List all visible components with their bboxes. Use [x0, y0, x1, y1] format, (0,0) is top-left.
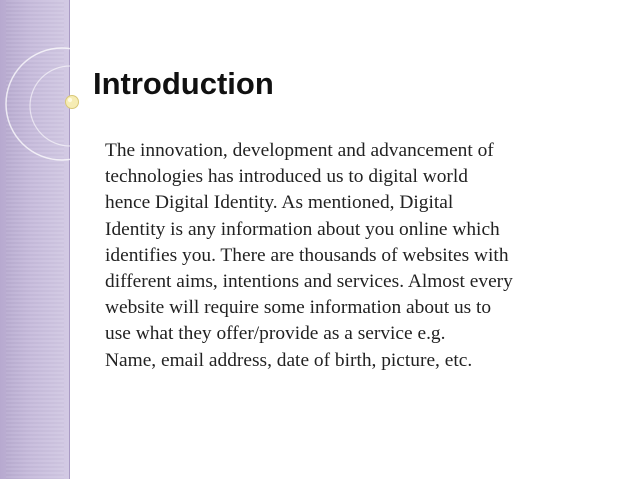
slide-title: Introduction: [93, 66, 274, 101]
title-bullet-icon: [66, 96, 79, 109]
bullet-highlight: [68, 98, 72, 102]
slide-body-text: The innovation, development and advancement of technologies has introduced us to digital world hence Digital Identity. As mentioned, Digital Identity is any information about you online which identifies you. There are thousands of websites with different aims, intentions and services. Almost every website will require some information about us to use what they offer/provide as a service e.g. Name, email address, date of birth, picture, etc.: [105, 140, 513, 371]
